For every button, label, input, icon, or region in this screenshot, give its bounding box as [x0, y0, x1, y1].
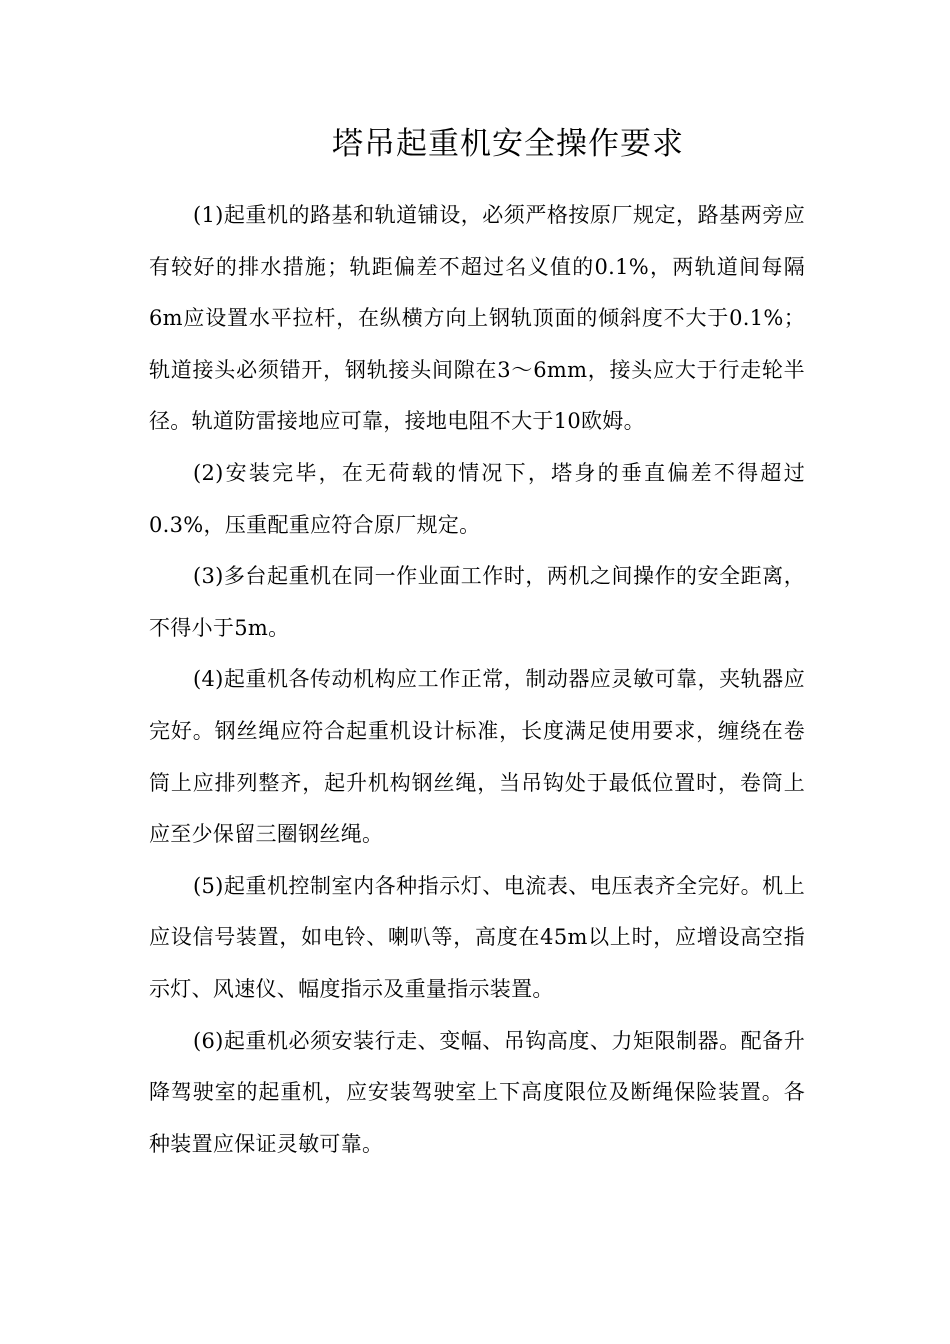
- paragraph-2: (2)安装完毕，在无荷载的情况下，塔身的垂直偏差不得超过0.3%，压重配重应符合原厂规定。: [149, 460, 805, 537]
- paragraph-6: (6)起重机必须安装行走、变幅、吊钩高度、力矩限制器。配备升降驾驶室的起重机，应安装驾驶室上下高度限位及断绳保险装置。各种装置应保证灵敏可靠。: [149, 1028, 805, 1156]
- paragraph-4: (4)起重机各传动机构应工作正常，制动器应灵敏可靠，夹轨器应完好。钢丝绳应符合起重机设计标准，长度满足使用要求，缠绕在卷筒上应排列整齐，起升机构钢丝绳，当吊钩处于最低位置时，卷筒上应至少保留三圈钢丝绳。: [149, 667, 805, 847]
- paragraph-5: (5)起重机控制室内各种指示灯、电流表、电压表齐全完好。机上应设信号装置，如电铃、喇叭等，高度在45m以上时，应增设高空指示灯、风速仪、幅度指示及重量指示装置。: [149, 873, 805, 1001]
- paragraph-3: (3)多台起重机在同一作业面工作时，两机之间操作的安全距离，不得小于5m。: [149, 564, 805, 640]
- document-body: [149, 190, 805, 1170]
- paragraph-1: (1)起重机的路基和轨道铺设，必须严格按原厂规定，路基两旁应有较好的排水措施；轨距偏差不超过名义值的0.1%，两轨道间每隔6m应设置水平拉杆，在纵横方向上钢轨顶面的倾斜度不大于0.1%；轨道接头必须错开，钢轨接头间隙在3～6mm，接头应大于行走轮半径。轨道防雷接地应可靠，接地电阻不大于10欧姆。: [149, 203, 805, 434]
- document-title: 塔吊起重机安全操作要求: [332, 126, 684, 162]
